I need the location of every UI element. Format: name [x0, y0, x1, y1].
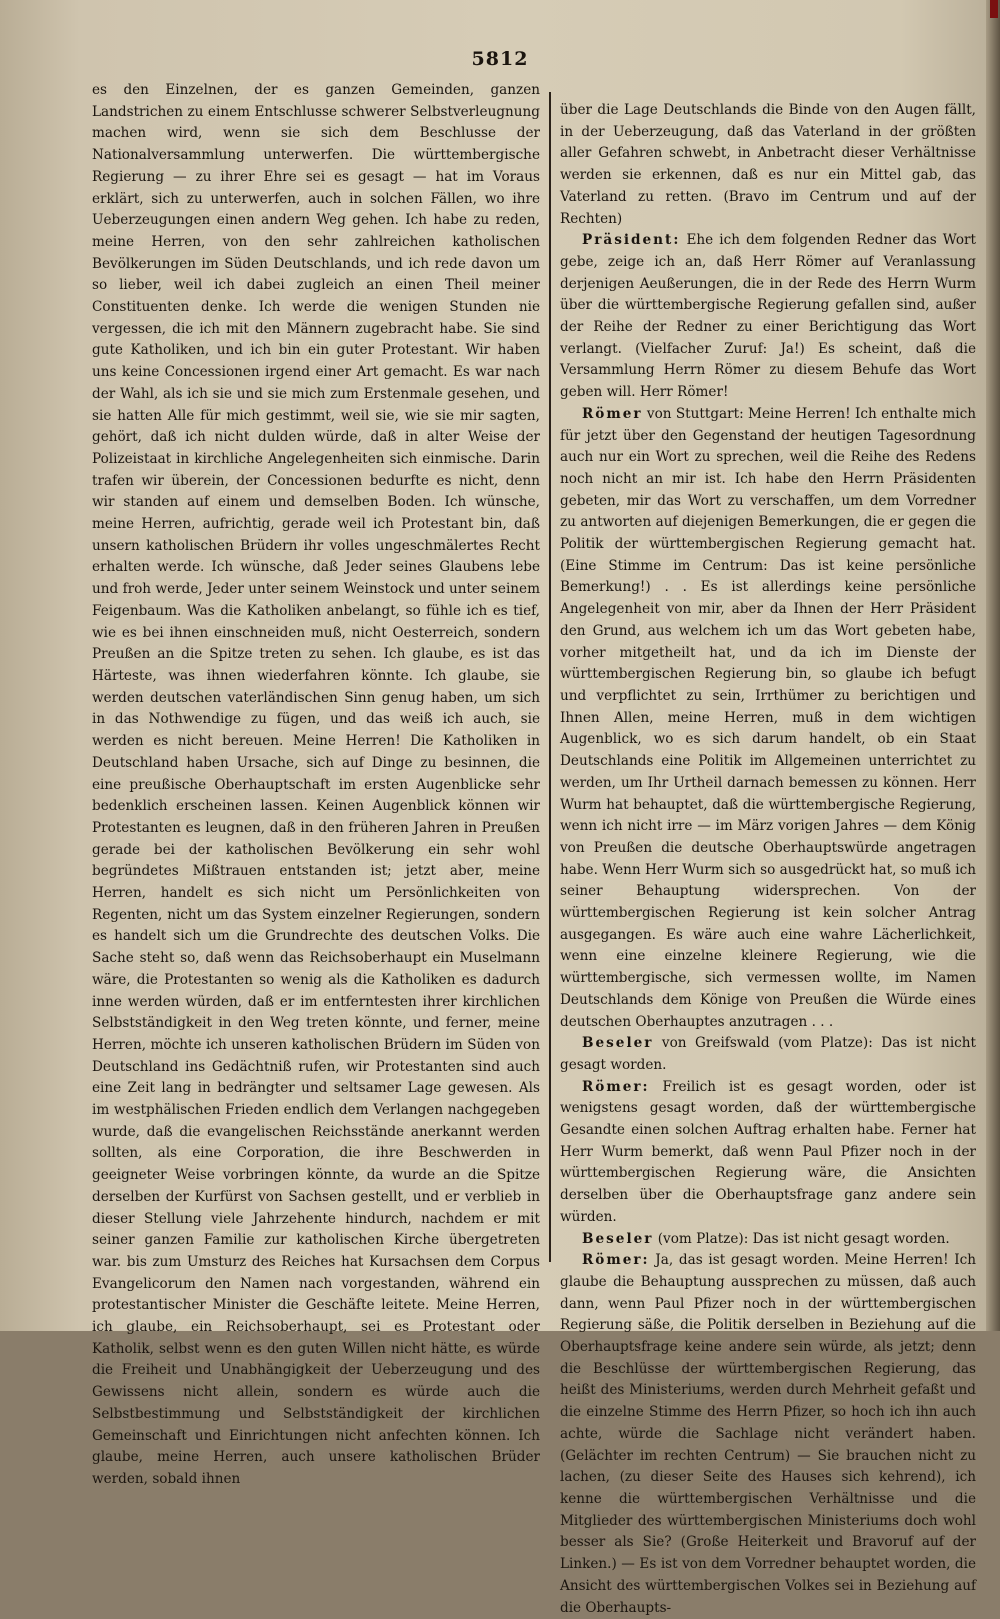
- page-edge: [986, 0, 1000, 1331]
- right-paragraph: [560, 404, 976, 1033]
- speaker-name: Präsident:: [582, 232, 681, 249]
- right-paragraph: [560, 1033, 976, 1076]
- speaker-name: Beseler: [582, 1035, 654, 1052]
- right-paragraph: [560, 1250, 976, 1619]
- speaker-name: Römer:: [582, 1252, 650, 1269]
- speaker-name: Römer: [582, 405, 643, 422]
- paragraph-text: (vom Platze): Das ist nicht gesagt worden.: [653, 1230, 950, 1247]
- page-number: 5812: [471, 48, 529, 70]
- bookmark-ribbon: [990, 0, 998, 18]
- paragraph-text: Freilich ist es gesagt worden, oder ist wenigstens gesagt worden, daß der württembergische Gesandte einen solchen Auftrag erhalten habe. Ferner hat Herr Wurm bemerkt, daß wenn Paul Pfizer noch in der württembergischen Regierung wäre, die Ansichten derselben über die Oberhauptsfrage ganz andere sein würden.: [560, 1078, 976, 1225]
- left-paragraph: es den Einzelnen, der es ganzen Gemeinden, ganzen Landstrichen zu einem Entschlusse schwerer Selbstverleugnung machen wird, wenn sie sich dem Beschlusse der Nationalversammlung unterwerfen. Die württembergische Regierung — zu ihrer Ehre sei es gesagt — hat im Voraus erklärt, sich zu unterwerfen, auch in solchen Fällen, wo ihre Ueberzeugungen einen andern Weg gehen. Ich habe zu reden, meine Herren, von den sehr zahlreichen katholischen Bevölkerungen im Süden Deutschlands, und ich rede davon um so lieber, weil ich dabei zugleich an einen Theil meiner Constituenten denke. Ich werde die wenigen Stunden nie vergessen, die ich mit den Männern zugebracht habe. Sie sind gute Katholiken, und ich bin ein guter Protestant. Wir haben uns keine Concessionen irgend einer Art gemacht. Es war nach der Wahl, als ich sie und sie mich zum Erstenmale gesehen, und sie hatten Alle für mich gestimmt, weil sie, wie sie mir sagten, gehört, daß ich nicht dulden würde, daß in alter Weise der Polizeistaat in kirchliche Angelegenheiten sich einmische. Darin trafen wir überein, der Concessionen bedurfte es nicht, denn wir standen auf einem und demselben Boden. Ich wünsche, meine Herren, aufrichtig, gerade weil ich Protestant bin, daß unsern katholischen Brüdern ihr volles ungeschmälertes Recht erhalten werde. Ich wünsche, daß Jeder seines Glaubens lebe und froh werde, Jeder unter seinem Weinstock und unter seinem Feigenbaum. Was die Katholiken anbelangt, so fühle ich es tief, wie es bei ihnen einschneiden muß, nicht Oesterreich, sondern Preußen an die Spitze treten zu sehen. Ich glaube, es ist das Härteste, was ihnen wiederfahren könnte. Ich glaube, sie werden deutschen vaterländischen Sinn genug haben, um sich in das Nothwendige zu fügen, und das weiß ich auch, sie werden es nicht bereuen. Meine Herren! Die Katholiken in Deutschland haben Ursache, sich auf Dinge zu besinnen, die eine preußische Oberhauptschaft im ersten Augenblicke sehr bedenklich erscheinen lassen. Keinen Augenblick können wir Protestanten es leugnen, daß in den früheren Jahren in Preußen gerade bei der katholischen Bevölkerung ein sehr wohl begründetes Mißtrauen entstanden ist; jetzt aber, meine Herren, handelt es sich nicht um Persönlichkeiten von Regenten, nicht um das System einzelner Regierungen, sondern es handelt sich um die Grundrechte des deutschen Volks. Die Sache steht so, daß wenn das Reichsoberhaupt ein Muselmann wäre, die Protestanten so wenig als die Katholiken es dadurch inne werden würden, daß er im entferntesten ihrer kirchlichen Selbstständigkeit in den Weg treten könnte, und ferner, meine Herren, möchte ich unseren katholischen Brüdern im Süden von Deutschland ins Gedächtniß rufen, wir Protestanten sind auch eine Zeit lang in bedrängter und seltsamer Lage gewesen. Als im westphälischen Frieden endlich dem Verlangen nachgegeben wurde, daß die evangelischen Reichsstände anerkannt werden sollten, als eine Corporation, die ihre Beschwerden in geeigneter Weise vorbringen könnte, da wurde an die Spitze derselben der Kurfürst von Sachsen gestellt, und er verblieb in dieser Stellung viele Jahrzehente hindurch, nachdem er mit seiner ganzen Familie zur katholischen Kirche übergetreten war. bis zum Umsturz des Reiches hat Kursachsen dem Corpus Evangelicorum den Namen nach vorgestanden, während ein protestantischer Minister die Geschäfte leitete. Meine Herren, ich glaube, ein Reichsoberhaupt, sei es Protestant oder Katholik, selbst wenn es den guten Willen nicht hätte, es würde die Freiheit und Unabhängigkeit der Ueberzeugung und des Gewissens nicht allein, sondern es würde auch die Selbstbestimmung und Selbstständigkeit der kirchlichen Gemeinschaft und Einrichtungen nicht anfechten können. Ich glaube, meine Herren, auch unsere katholischen Brüder werden, sobald ihnen: [92, 82, 540, 1487]
- paragraph-text: über die Lage Deutschlands die Binde von den Augen fällt, in der Ueberzeugung, daß das Vaterland in der größten aller Gefahren schwebt, in Anbetracht dieser Verhältnisse werden sie erkennen, daß es nur ein Mittel gab, das Vaterland zu retten. (Bravo im Centrum und auf der Rechten): [560, 102, 976, 227]
- right-column: [560, 100, 976, 1616]
- paragraph-text: von Stuttgart: Meine Herren! Ich enthalte mich für jetzt über den Gegenstand der heutigen Tagesordnung auch nur ein Wort zu sprechen, weil die Reihe des Redens noch nicht an mir ist. Ich habe den Herrn Präsidenten gebeten, mir das Wort zu verschaffen, um dem Vorredner zu antworten auf diejenigen Bemerkungen, die er gegen die Politik der württembergischen Regierung gemacht hat. (Eine Stimme im Centrum: Das ist keine persönliche Bemerkung!) . . Es ist allerdings keine persönliche Angelegenheit von mir, aber da Ihnen der Herr Präsident den Grund, aus welchem ich um das Wort gebeten habe, vorher mitgetheilt hat, und da ich im Dienste der württembergischen Regierung bin, so glaube ich befugt und verpflichtet zu sein, Irrthümer zu berichtigen und Ihnen Allen, meine Herren, muß in dem wichtigen Augenblick, wo es sich darum handelt, ob ein Staat Deutschlands eine Politik im Allgemeinen unterrichtet zu werden, um Ihr Urtheil darnach bemessen zu können. Herr Wurm hat behauptet, daß die württembergische Regierung, wenn ich nicht irre — im März vorigen Jahres — dem König von Preußen die deutsche Oberhauptswürde angetragen habe. Wenn Herr Wurm sich so ausgedrückt hat, so muß ich seiner Behauptung widersprechen. Von der württembergischen Regierung ist kein solcher Antrag ausgegangen. Es wäre auch eine wahre Lächerlichkeit, wenn eine einzelne kleinere Regierung, wie die württembergische, sich vermessen wollte, im Namen Deutschlands dem Könige von Preußen die Würde eines deutschen Oberhauptes anzutragen . . .: [560, 405, 976, 1030]
- paragraph-text: Ehe ich dem folgenden Redner das Wort gebe, zeige ich an, daß Herr Römer auf Veranlassung derjenigen Aeußerungen, die in der Rede des Herrn Wurm über die württembergische Regierung gefallen sind, außer der Reihe der Redner zu einer Berichtigung das Wort verlangt. (Vielfacher Zuruf: Ja!) Es scheint, daß die Versammlung Herrn Römer zu diesem Behufe das Wort geben will. Herr Römer!: [560, 232, 976, 401]
- speaker-name: Beseler: [582, 1230, 654, 1247]
- left-column: [92, 80, 540, 1487]
- paragraph-text: Ja, das ist gesagt worden. Meine Herren! Ich glaube die Behauptung aussprechen zu müssen, daß auch dann, wenn Paul Pfizer noch in der württembergischen Regierung säße, die Politik derselben in Beziehung auf die Oberhauptsfrage keine andere sein würde, als jetzt; denn die Beschlüsse der württembergischen Regierung, das heißt des Ministeriums, werden durch Mehrheit gefaßt und die einzelne Stimme des Herrn Pfizer, so hoch ich ihn auch achte, würde die Sachlage nicht verändert haben. (Gelächter im rechten Centrum) — Sie brauchen nicht zu lachen, (zu dieser Seite des Hauses sich kehrend), ich kenne die württembergischen Verhältnisse und die Mitglieder des württembergischen Ministeriums doch wohl besser als Sie? (Große Heiterkeit und Bravoruf auf der Linken.) — Es ist von dem Vorredner behauptet worden, die Ansicht des württembergischen Volkes sei in Beziehung auf die Oberhaupts-: [560, 1252, 976, 1616]
- right-paragraph: [560, 100, 976, 230]
- paragraph-text: von Greifswald (vom Platze): Das ist nicht gesagt worden.: [560, 1035, 976, 1073]
- right-paragraph: [560, 1077, 976, 1229]
- column-rule: [549, 92, 551, 1262]
- right-paragraph: [560, 230, 976, 404]
- speaker-name: Römer:: [582, 1078, 650, 1095]
- right-paragraph: [560, 1229, 976, 1251]
